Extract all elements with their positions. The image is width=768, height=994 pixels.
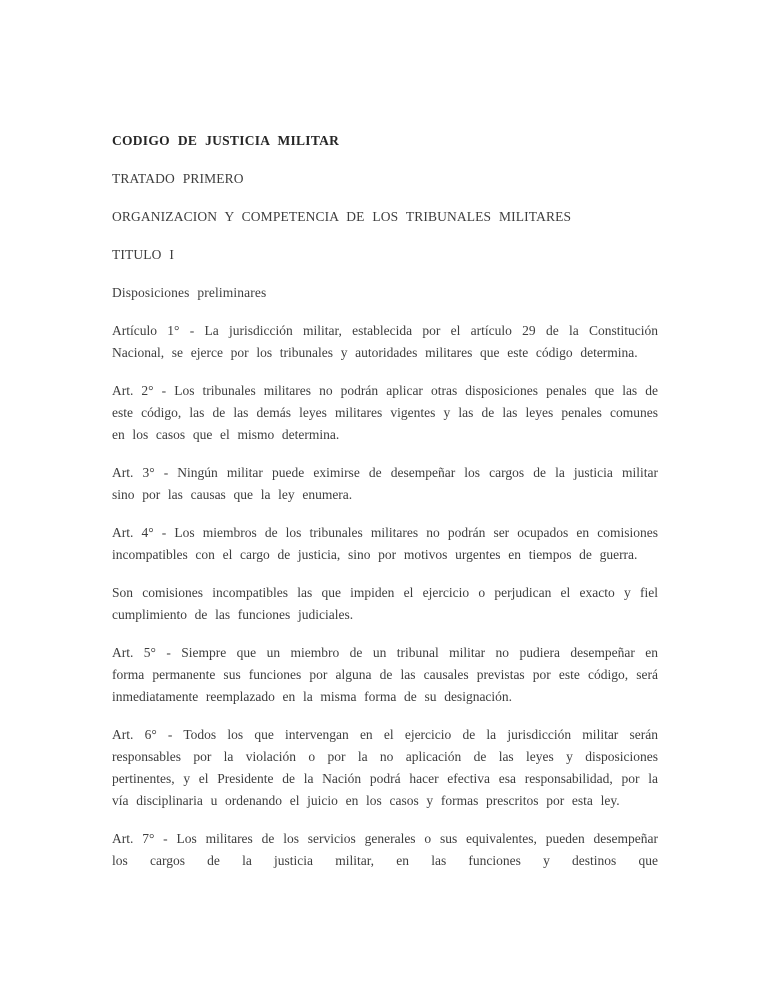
document-title: CODIGO DE JUSTICIA MILITAR — [112, 133, 340, 148]
paragraph-art-7: Art. 7° - Los militares de los servicios generales o sus equivalentes, pueden desempeñar los cargos de la justicia militar, en las funciones y destinos que — [112, 831, 658, 868]
paragraph-art-4: Art. 4° - Los miembros de los tribunales militares no podrán ser ocupados en comisiones incompatibles con el cargo de justicia, sino por motivos urgentes en tiempos de guerra. — [112, 525, 658, 562]
heading-disposiciones-preliminares: Disposiciones preliminares — [112, 285, 267, 300]
paragraph-art-5: Art. 5° - Siempre que un miembro de un tribunal militar no pudiera desempeñar en forma permanente sus funciones por alguna de las causales previstas por este código, será inmediatamente reemplazado en la misma forma de su designación. — [112, 645, 658, 704]
document-text-block — [112, 130, 658, 888]
paragraph-art-6: Art. 6° - Todos los que intervengan en el ejercicio de la jurisdicción militar serán responsables por la violación o por la no aplicación de las leyes y disposiciones pertinentes, y el Presidente de la Nación podrá hacer efectiva esa responsabilidad, por la vía disciplinaria u ordenando el juicio en los casos y formas prescritos por esta ley. — [112, 727, 658, 808]
paragraph-art-4-continuacion: Son comisiones incompatibles las que impiden el ejercicio o perjudican el exacto y fiel cumplimiento de las funciones judiciales. — [112, 585, 658, 622]
heading-tratado-primero: TRATADO PRIMERO — [112, 171, 244, 186]
paragraph-art-3: Art. 3° - Ningún militar puede eximirse de desempeñar los cargos de la justicia militar sino por las causas que la ley enumera. — [112, 465, 658, 502]
heading-titulo-i: TITULO I — [112, 247, 175, 262]
paragraph-art-2: Art. 2° - Los tribunales militares no podrán aplicar otras disposiciones penales que las de este código, las de las demás leyes militares vigentes y las de las leyes penales comunes en los casos que el mismo determina. — [112, 383, 658, 442]
paragraph-articulo-1: Artículo 1° - La jurisdicción militar, establecida por el artículo 29 de la Constitución Nacional, se ejerce por los tribunales y autoridades militares que este código determina. — [112, 323, 658, 360]
heading-organizacion-y-competencia: ORGANIZACION Y COMPETENCIA DE LOS TRIBUNALES MILITARES — [112, 209, 572, 224]
